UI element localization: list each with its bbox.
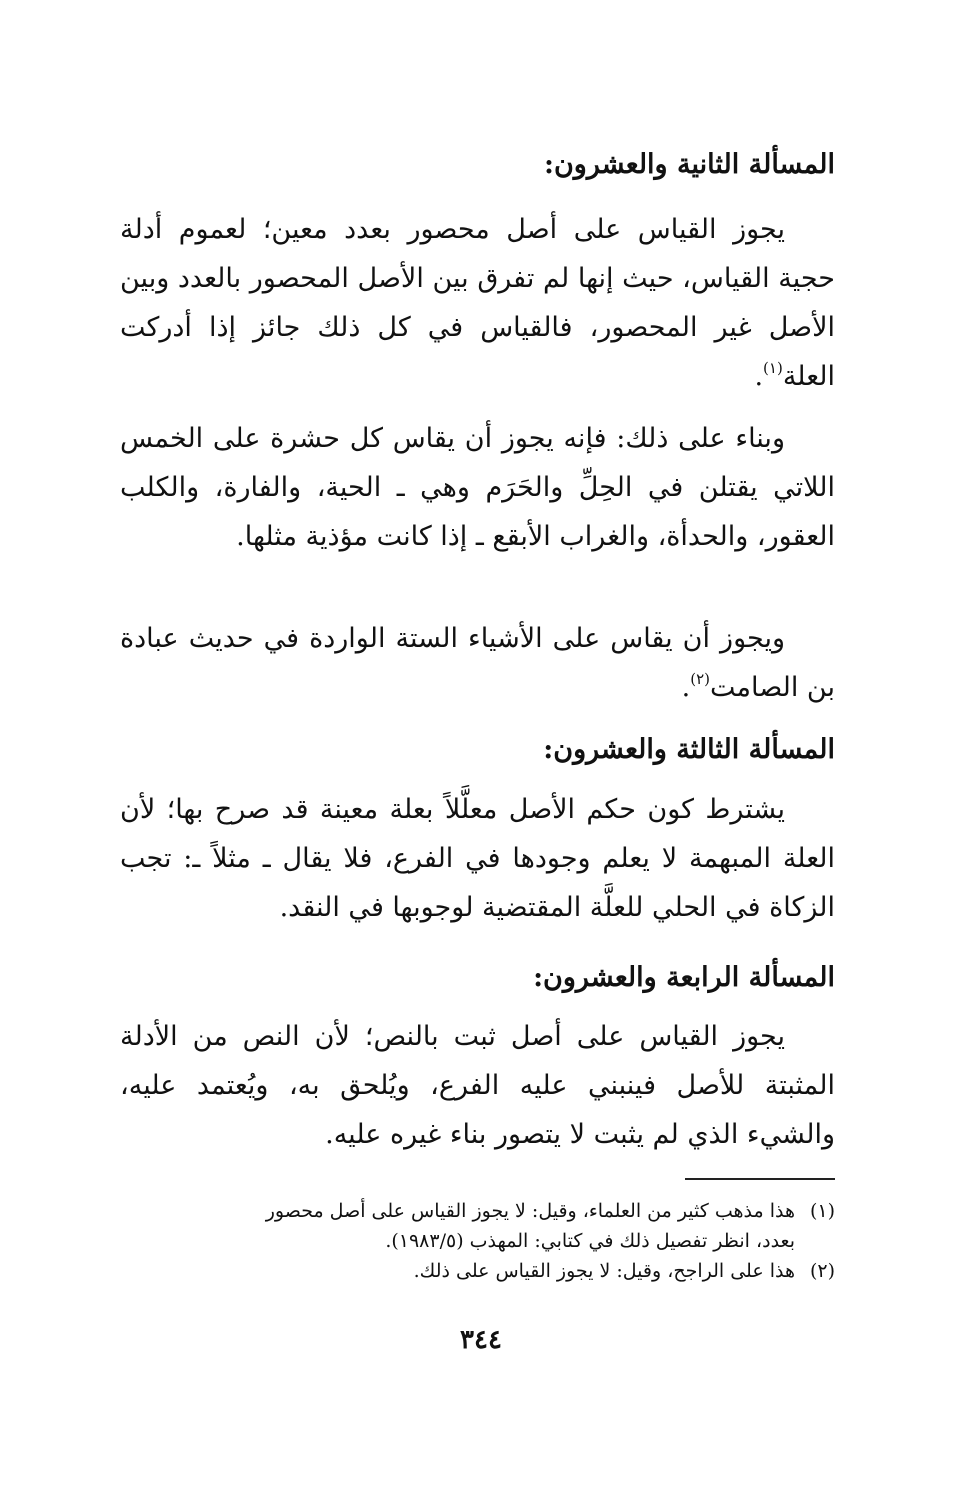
footnote-separator bbox=[685, 1178, 835, 1180]
paragraph-23-1: يشترط كون حكم الأصل معلَّلاً بعلة معينة قد صرح بها؛ لأن العلة المبهمة لا يعلم وجودها في الفرع، فلا يقال ـ مثلاً ـ: تجب الزكاة في الحلي للعلَّة المقتضية لوجوبها في النقد. bbox=[120, 794, 835, 923]
paragraph-text: يجوز القياس على أصل محصور بعدد معين؛ لعموم أدلة حجية القياس، حيث إنها لم تفرق بين الأصل المحصور بالعدد وبين الأصل غير المحصور، فالقياس في كل ذلك جائز إذا أدركت العلة bbox=[120, 214, 835, 392]
footnote-1-continued: بعدد، انظر تفصيل ذلك في كتابي: المهذب (١٩٨٣/٥). bbox=[385, 1230, 795, 1252]
footnote-text: هذا مذهب كثير من العلماء، وقيل: لا يجوز القياس على أصل محصور bbox=[265, 1200, 795, 1222]
section-heading-22: المسألة الثانية والعشرون: bbox=[543, 149, 835, 180]
paragraph-22-3 bbox=[120, 614, 835, 712]
section-heading-24: المسألة الرابعة والعشرون: bbox=[533, 962, 835, 993]
footnote-number: (٢) bbox=[809, 1260, 835, 1282]
paragraph-tail: . bbox=[754, 361, 764, 392]
footnote-text: هذا على الراجح، وقيل: لا يجوز القياس على ذلك. bbox=[413, 1260, 795, 1282]
paragraph-22-2: وبناء على ذلك: فإنه يجوز أن يقاس كل حشرة على الخمس اللاتي يقتلن في الحِلِّ والحَرَم وهي ـ الحية، والفارة، والكلب العقور، والحدأة، والغراب الأبقع ـ إذا كانت مؤذية مثلها. bbox=[120, 423, 835, 552]
paragraph-tail: . bbox=[681, 672, 691, 703]
footnote-number: (١) bbox=[809, 1200, 835, 1222]
page-number: ٣٤٤ bbox=[460, 1325, 502, 1355]
section-heading-23: المسألة الثالثة والعشرون: bbox=[543, 734, 835, 765]
paragraph-24-1: يجوز القياس على أصل ثبت بالنص؛ لأن النص من الأدلة المثبتة للأصل فينبني عليه الفرع، ويُلحق به، ويُعتمد عليه، والشيء الذي لم يثبت لا يتصور بناء غيره عليه. bbox=[120, 1021, 835, 1150]
footnote-2 bbox=[120, 1256, 835, 1286]
footnote-1 bbox=[120, 1196, 835, 1226]
footnote-ref-1[interactable]: (١) bbox=[763, 359, 783, 377]
footnote-ref-2[interactable]: (٢) bbox=[690, 670, 710, 688]
paragraph-text: ويجوز أن يقاس على الأشياء الستة الواردة في حديث عبادة بن الصامت bbox=[120, 623, 835, 703]
paragraph-22-1 bbox=[120, 205, 835, 401]
footnotes bbox=[120, 1196, 835, 1286]
